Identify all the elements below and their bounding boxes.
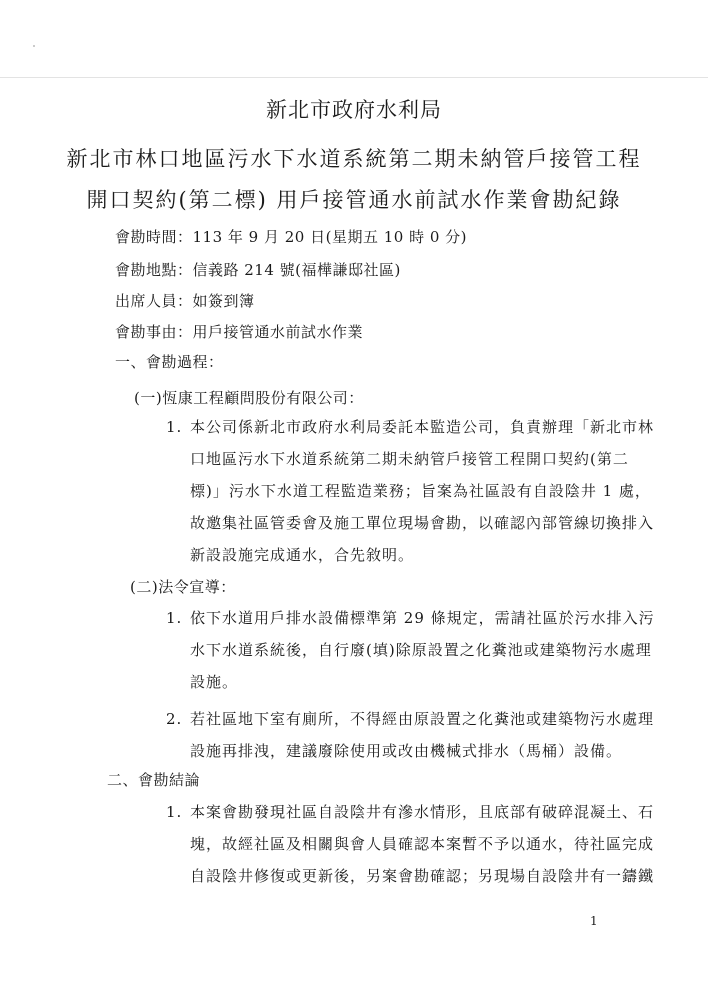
item-number: 2. — [166, 710, 183, 728]
inspection-subject: 會勘事由：用戶接管通水前試水作業 — [115, 323, 364, 341]
subsection-2-heading: (二)法令宣導： — [130, 578, 236, 596]
text-line: 口地區污水下水道系統第二期未納管戶接管工程開口契約(第二 — [190, 450, 629, 468]
subsection-1-heading: (一)恆康工程顧問股份有限公司： — [134, 389, 364, 407]
item-number: 1. — [166, 609, 183, 627]
item-text — [190, 796, 654, 892]
attendees: 出席人員：如簽到簿 — [115, 292, 255, 310]
text-line: 依下水道用戶排水設備標準第 29 條規定，需請社區於污水排入污 — [190, 609, 655, 627]
text-line: 自設陰井修復或更新後，另案會勘確認；另現場自設陰井有一鑄鐵 — [190, 867, 655, 885]
text-line: 設施。 — [190, 673, 239, 691]
inspection-place: 會勘地點：信義路 214 號(福樺謙邸社區) — [115, 261, 401, 279]
text-line: 標)」污水下水道工程監造業務；旨案為社區設有自設陰井 1 處， — [190, 482, 651, 500]
text-line: 若社區地下室有廁所，不得經由原設置之化糞池或建築物污水處理 — [190, 710, 655, 728]
record-title: 開口契約(第二標) 用戶接管通水前試水作業會勘紀錄 — [86, 188, 622, 212]
section-1-heading: 一、會勘過程： — [115, 353, 224, 371]
item-number: 1. — [166, 418, 183, 436]
text-line: 水下水道系統後，自行廢(填)除原設置之化糞池或建築物污水處理 — [190, 641, 652, 659]
text-line: 設施再排洩，建議廢除使用或改由機械式排水（馬桶）設備。 — [190, 742, 623, 760]
item-text — [190, 703, 654, 767]
text-line: 塊，故經社區及相關與會人員確認本案暫不予以通水，待社區完成 — [190, 835, 655, 853]
text-line: 新設設施完成通水，合先敘明。 — [190, 546, 415, 564]
page-number: 1 — [590, 914, 598, 928]
scan-speck — [33, 45, 35, 47]
inspection-time: 會勘時間：113 年 9 月 20 日(星期五 10 時 0 分) — [115, 228, 468, 246]
item-text — [190, 602, 655, 698]
section-2-heading: 二、會勘結論 — [107, 771, 201, 789]
text-line: 本公司係新北市政府水利局委託本監造公司，負責辦理「新北市林 — [190, 418, 655, 436]
scan-edge-line — [0, 77, 708, 78]
item-number: 1. — [166, 803, 183, 821]
item-text — [190, 411, 654, 571]
project-title: 新北市林口地區污水下水道系統第二期未納管戶接管工程 — [66, 147, 642, 171]
text-line: 本案會勘發現社區自設陰井有滲水情形，且底部有破碎混凝土、石 — [190, 803, 655, 821]
agency-title: 新北市政府水利局 — [266, 98, 442, 122]
text-line: 故邀集社區管委會及施工單位現場會勘，以確認內部管線切換排入 — [190, 514, 655, 532]
